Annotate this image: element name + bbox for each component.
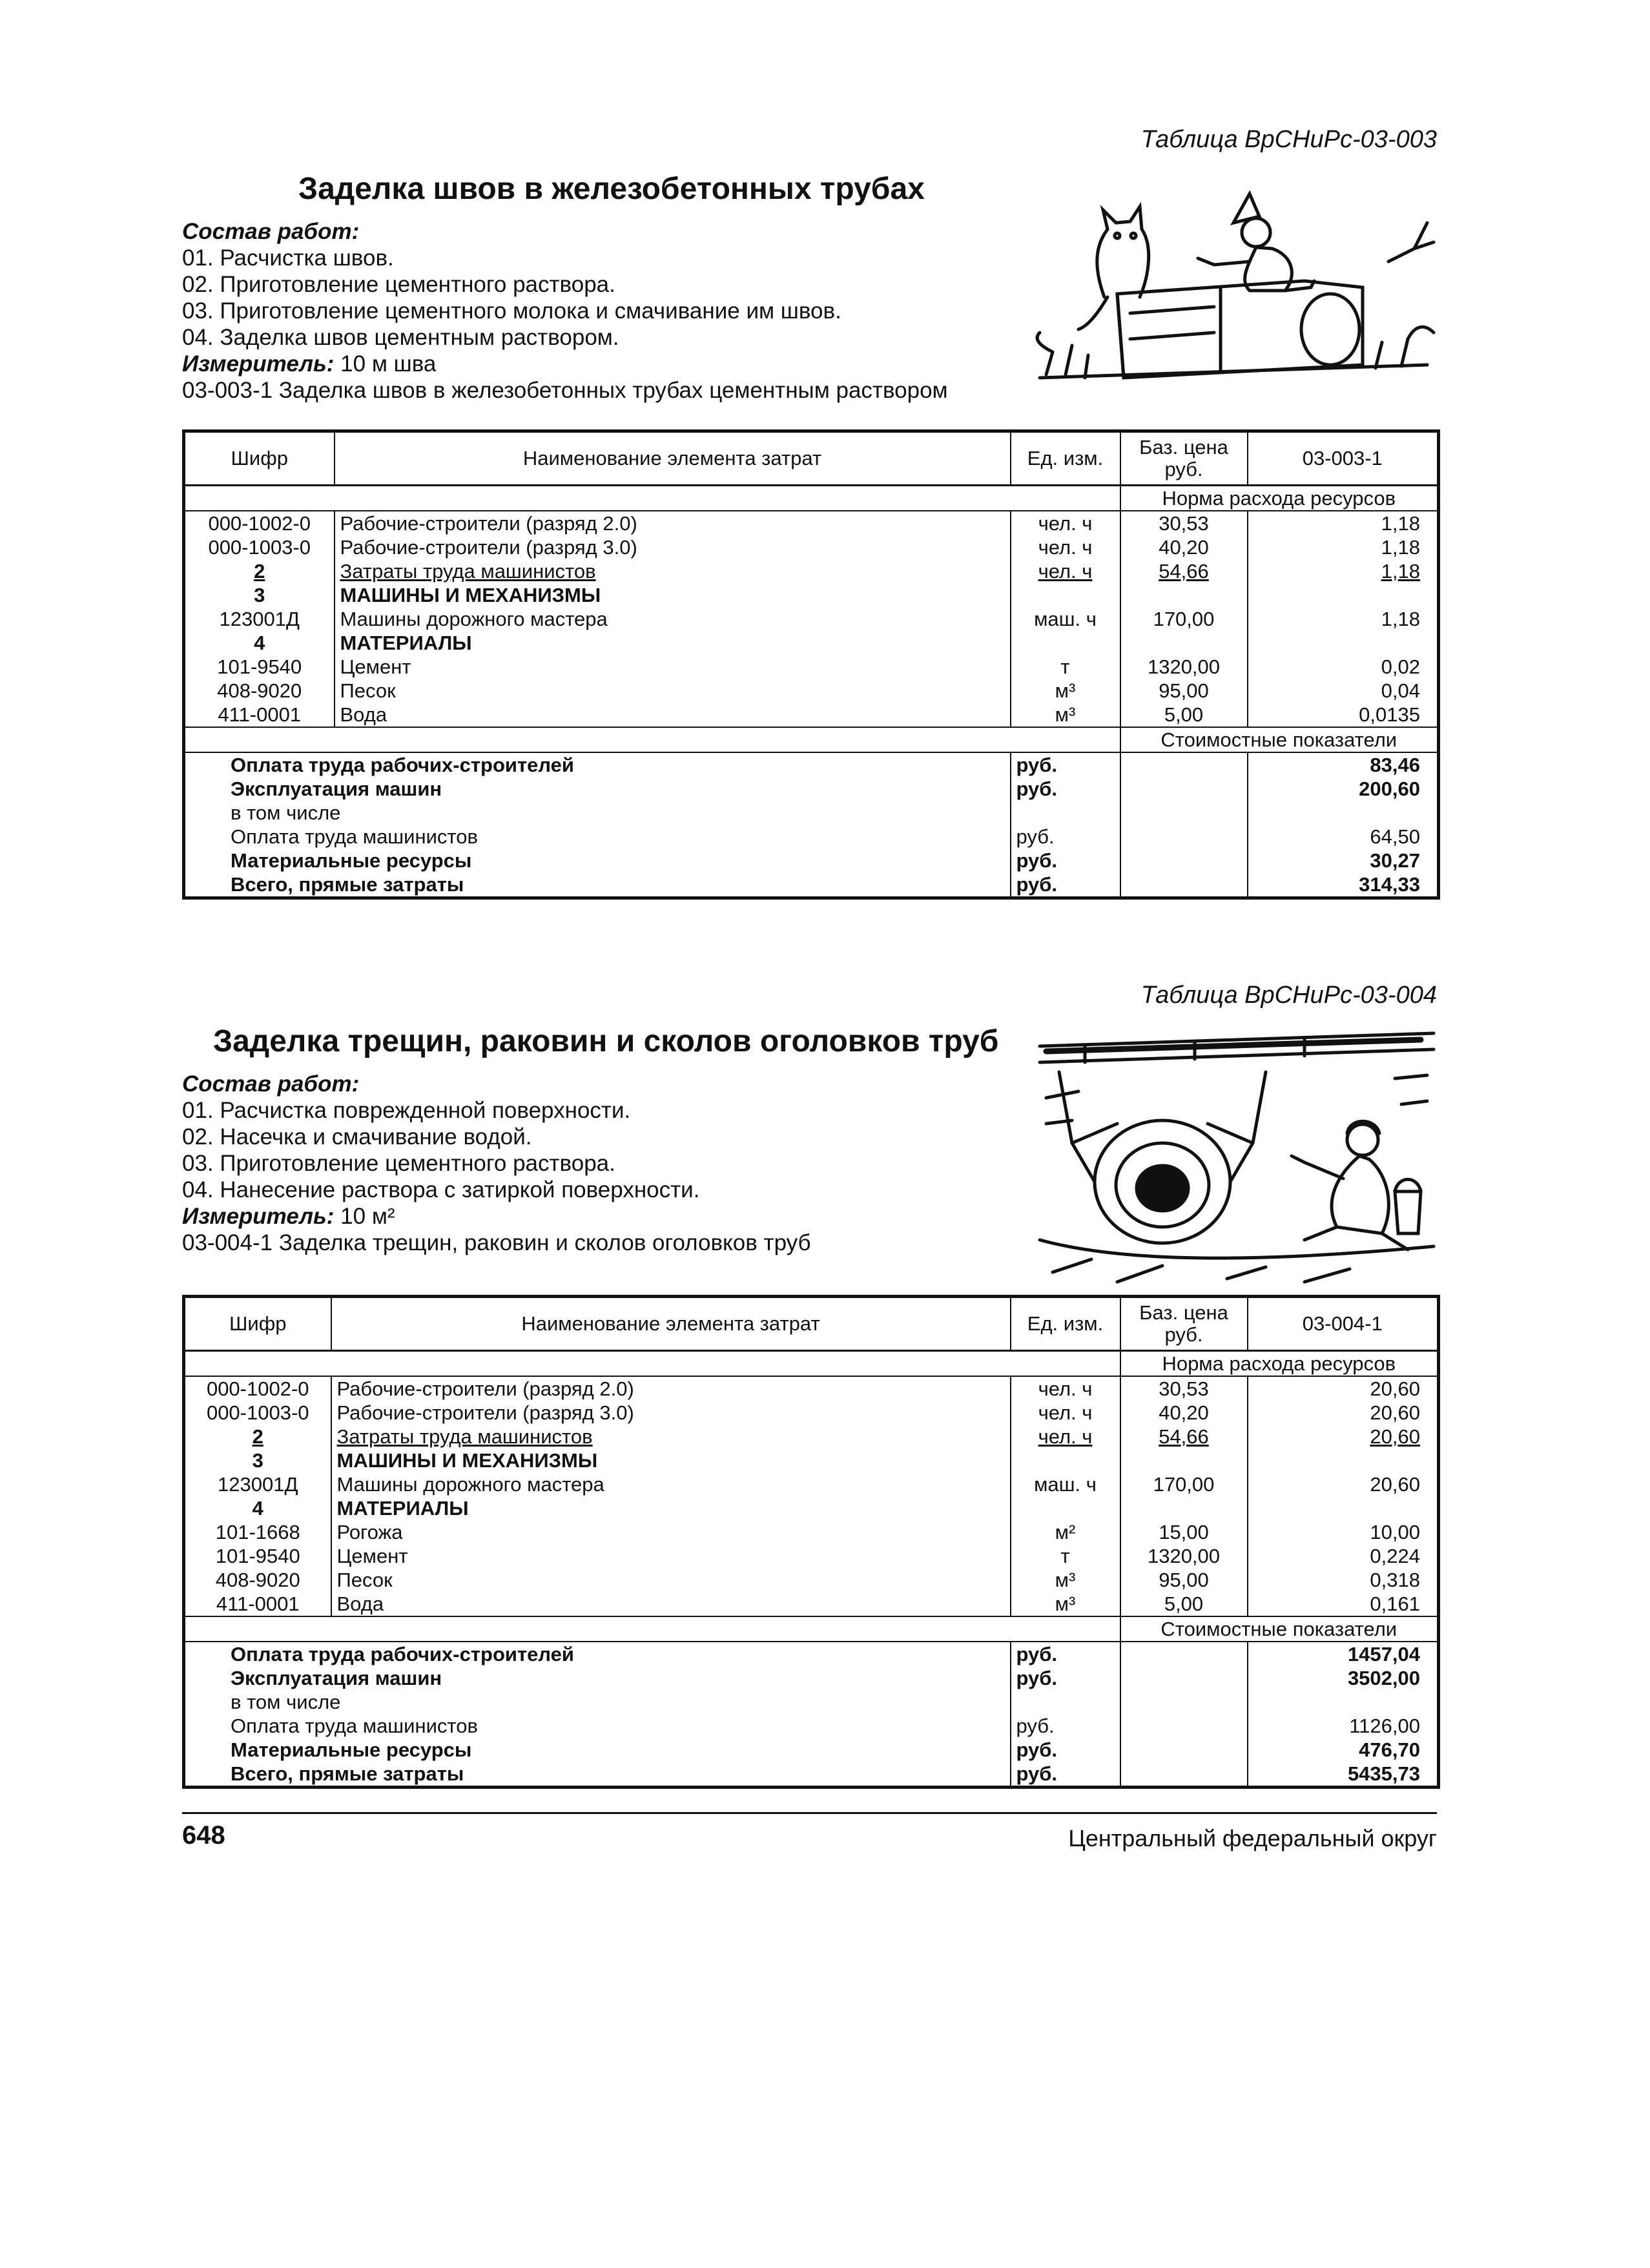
row-code: 101-9540 <box>184 655 335 679</box>
row-unit: м³ <box>1011 1568 1120 1592</box>
table-row <box>184 1496 1439 1520</box>
row-value <box>1248 583 1439 607</box>
header-name: Наименование элемента затрат <box>335 431 1011 486</box>
table-row <box>184 535 1439 559</box>
cost-unit: руб. <box>1011 1666 1120 1690</box>
cost-row <box>184 801 1439 825</box>
cost-value: 3502,00 <box>1248 1666 1439 1690</box>
row-unit: т <box>1011 655 1120 679</box>
table-header-row <box>184 431 1439 486</box>
table-row <box>184 1376 1439 1401</box>
table-row <box>184 607 1439 631</box>
row-price: 170,00 <box>1120 607 1248 631</box>
page-number: 648 <box>182 1821 225 1850</box>
cost-row <box>184 1762 1439 1788</box>
row-code: 000-1002-0 <box>184 511 335 535</box>
cost-row <box>184 752 1439 777</box>
row-code: 000-1002-0 <box>184 1376 331 1401</box>
header-unit: Ед. изм. <box>1011 1297 1120 1351</box>
row-name: МАШИНЫ И МЕХАНИЗМЫ <box>335 583 1011 607</box>
row-unit: м³ <box>1011 703 1120 727</box>
work-item: 01. Расчистка поврежденной поверхности. <box>182 1098 631 1123</box>
workers-sealing-pipe-illustration <box>1027 184 1440 404</box>
row-unit: м³ <box>1011 1592 1120 1616</box>
row-price: 5,00 <box>1120 1592 1248 1616</box>
row-name: Песок <box>335 679 1011 703</box>
row-name: Вода <box>335 703 1011 727</box>
cost-name: в том числе <box>184 801 1011 825</box>
row-price <box>1120 583 1248 607</box>
row-unit: чел. ч <box>1011 559 1120 583</box>
work-label: Состав работ: <box>182 1071 360 1097</box>
row-code: 101-1668 <box>184 1520 331 1544</box>
cost-name: Оплата труда рабочих-строителей <box>184 1642 1011 1666</box>
row-value: 20,60 <box>1248 1401 1439 1425</box>
row-price: 1320,00 <box>1120 655 1248 679</box>
work-label: Состав работ: <box>182 219 360 244</box>
cost-row <box>184 777 1439 801</box>
cost-value: 64,50 <box>1248 825 1439 849</box>
cost-name: Эксплуатация машин <box>184 777 1011 801</box>
cost-row <box>184 1666 1439 1690</box>
cost-value <box>1248 1690 1439 1714</box>
norm-caption: Норма расхода ресурсов <box>1120 486 1439 511</box>
table-row <box>184 655 1439 679</box>
cost-unit: руб. <box>1011 825 1120 849</box>
header-code: Шифр <box>184 1297 331 1351</box>
row-name: Песок <box>331 1568 1011 1592</box>
row-unit <box>1011 583 1120 607</box>
table-row <box>184 1401 1439 1425</box>
header-unit: Ед. изм. <box>1011 431 1120 486</box>
row-price: 170,00 <box>1120 1472 1248 1496</box>
header-norm-code: 03-004-1 <box>1248 1297 1439 1351</box>
row-code: 411-0001 <box>184 1592 331 1616</box>
work-item: 02. Насечка и смачивание водой. <box>182 1124 532 1149</box>
cost-value: 476,70 <box>1248 1738 1439 1762</box>
row-value: 10,00 <box>1248 1520 1439 1544</box>
meter-line <box>182 351 948 377</box>
cost-name: Всего, прямые затраты <box>184 1762 1011 1788</box>
row-code: 4 <box>184 631 335 655</box>
row-name: Вода <box>331 1592 1011 1616</box>
cost-caption: Стоимостные показатели <box>1120 727 1439 752</box>
table-row <box>184 1448 1439 1472</box>
row-name: Рабочие-строители (разряд 2.0) <box>335 511 1011 535</box>
row-code: 000-1003-0 <box>184 1401 331 1425</box>
row-value: 0,224 <box>1248 1544 1439 1568</box>
cost-value: 314,33 <box>1248 872 1439 898</box>
row-value: 1,18 <box>1248 511 1439 535</box>
header-price: Баз. цена руб. <box>1120 1297 1248 1351</box>
row-name: Рабочие-строители (разряд 2.0) <box>331 1376 1011 1401</box>
row-name: МАТЕРИАЛЫ <box>331 1496 1011 1520</box>
cost-unit: руб. <box>1011 1714 1120 1738</box>
cost-unit: руб. <box>1011 752 1120 777</box>
row-name: Затраты труда машинистов <box>331 1425 1011 1448</box>
row-price: 30,53 <box>1120 511 1248 535</box>
cost-caption: Стоимостные показатели <box>1120 1616 1439 1642</box>
cost-name: Оплата труда рабочих-строителей <box>184 752 1011 777</box>
footer-region: Центральный федеральный округ <box>1068 1825 1437 1851</box>
row-unit: чел. ч <box>1011 1425 1120 1448</box>
row-value: 1,18 <box>1248 607 1439 631</box>
row-code: 000-1003-0 <box>184 535 335 559</box>
meter-line <box>182 1203 811 1230</box>
cost-value: 5435,73 <box>1248 1762 1439 1788</box>
cost-unit: руб. <box>1011 1762 1120 1788</box>
cost-value <box>1248 801 1439 825</box>
cost-caption-row <box>184 1616 1439 1642</box>
row-price: 1320,00 <box>1120 1544 1248 1568</box>
row-name: Рогожа <box>331 1520 1011 1544</box>
cost-row <box>184 1714 1439 1738</box>
table-row <box>184 1544 1439 1568</box>
row-value: 0,0135 <box>1248 703 1439 727</box>
header-name: Наименование элемента затрат <box>331 1297 1011 1351</box>
header-code: Шифр <box>184 431 335 486</box>
row-unit <box>1011 1448 1120 1472</box>
code-line: 03-003-1 Заделка швов в железобетонных трубах цементным раствором <box>182 378 948 403</box>
cost-value: 1126,00 <box>1248 1714 1439 1738</box>
footer-rule <box>182 1812 1437 1814</box>
work-item: 04. Заделка швов цементным раствором. <box>182 325 619 350</box>
row-code: 411-0001 <box>184 703 335 727</box>
row-name: Машины дорожного мастера <box>331 1472 1011 1496</box>
row-unit: маш. ч <box>1011 1472 1120 1496</box>
work-item: 04. Нанесение раствора с затиркой поверхности. <box>182 1177 700 1202</box>
norm-caption-row <box>184 1351 1439 1377</box>
row-name: МАТЕРИАЛЫ <box>335 631 1011 655</box>
cost-caption-row <box>184 727 1439 752</box>
work-item: 03. Приготовление цементного раствора. <box>182 1151 615 1176</box>
row-name: Рабочие-строители (разряд 3.0) <box>331 1401 1011 1425</box>
row-code: 3 <box>184 1448 331 1472</box>
cost-value: 200,60 <box>1248 777 1439 801</box>
cost-name: Оплата труда машинистов <box>184 825 1011 849</box>
row-name: Машины дорожного мастера <box>335 607 1011 631</box>
cost-unit: руб. <box>1011 1642 1120 1666</box>
row-unit: чел. ч <box>1011 511 1120 535</box>
row-code: 123001Д <box>184 607 335 631</box>
cost-value: 30,27 <box>1248 849 1439 872</box>
row-price: 40,20 <box>1120 535 1248 559</box>
table-row <box>184 583 1439 607</box>
row-unit: т <box>1011 1544 1120 1568</box>
row-value: 0,161 <box>1248 1592 1439 1616</box>
row-name: МАШИНЫ И МЕХАНИЗМЫ <box>331 1448 1011 1472</box>
row-unit: маш. ч <box>1011 607 1120 631</box>
row-unit: чел. ч <box>1011 1376 1120 1401</box>
table-header-row <box>184 1297 1439 1351</box>
cost-row <box>184 1738 1439 1762</box>
norm-caption-row <box>184 486 1439 511</box>
row-name: Затраты труда машинистов <box>335 559 1011 583</box>
row-value: 1,18 <box>1248 535 1439 559</box>
cost-name: Эксплуатация машин <box>184 1666 1011 1690</box>
row-code: 3 <box>184 583 335 607</box>
row-value: 0,04 <box>1248 679 1439 703</box>
row-code: 408-9020 <box>184 1568 331 1592</box>
table-row <box>184 1568 1439 1592</box>
cost-unit: руб. <box>1011 849 1120 872</box>
cost-name: Всего, прямые затраты <box>184 872 1011 898</box>
row-price <box>1120 1448 1248 1472</box>
cost-row <box>184 825 1439 849</box>
meter-value: 10 м шва <box>334 351 437 376</box>
table-row <box>184 1592 1439 1616</box>
norms-table-2 <box>182 1295 1440 1789</box>
cost-name: Материальные ресурсы <box>184 1738 1011 1762</box>
header-norm-code: 03-003-1 <box>1248 431 1439 486</box>
cost-unit: руб. <box>1011 872 1120 898</box>
row-price: 40,20 <box>1120 1401 1248 1425</box>
row-code: 408-9020 <box>184 679 335 703</box>
header-price: Баз. цена руб. <box>1120 431 1248 486</box>
row-unit <box>1011 631 1120 655</box>
row-unit: м² <box>1011 1520 1120 1544</box>
row-price: 5,00 <box>1120 703 1248 727</box>
row-price: 54,66 <box>1120 559 1248 583</box>
cost-unit <box>1011 801 1120 825</box>
table-row <box>184 1520 1439 1544</box>
table-row <box>184 631 1439 655</box>
cost-name: Материальные ресурсы <box>184 849 1011 872</box>
row-code: 2 <box>184 559 335 583</box>
row-price: 54,66 <box>1120 1425 1248 1448</box>
row-value: 1,18 <box>1248 559 1439 583</box>
row-value <box>1248 1448 1439 1472</box>
work-item: 02. Приготовление цементного раствора. <box>182 272 615 297</box>
row-unit <box>1011 1496 1120 1520</box>
row-code: 4 <box>184 1496 331 1520</box>
row-value <box>1248 1496 1439 1520</box>
row-value: 20,60 <box>1248 1425 1439 1448</box>
work-item: 03. Приготовление цементного молока и смачивание им швов. <box>182 298 841 324</box>
row-code: 101-9540 <box>184 1544 331 1568</box>
section-title-2: Заделка трещин, раковин и сколов оголовков труб <box>213 1024 999 1058</box>
row-name: Рабочие-строители (разряд 3.0) <box>335 535 1011 559</box>
row-unit: чел. ч <box>1011 535 1120 559</box>
row-name: Цемент <box>335 655 1011 679</box>
cost-value: 1457,04 <box>1248 1642 1439 1666</box>
row-price: 30,53 <box>1120 1376 1248 1401</box>
meter-value: 10 м² <box>334 1204 395 1229</box>
cost-row <box>184 1642 1439 1666</box>
meter-label: Измеритель: <box>182 1204 335 1229</box>
cost-unit: руб. <box>1011 777 1120 801</box>
row-code: 123001Д <box>184 1472 331 1496</box>
row-value: 20,60 <box>1248 1376 1439 1401</box>
meter-label: Измеритель: <box>182 351 335 376</box>
cost-name: Оплата труда машинистов <box>184 1714 1011 1738</box>
work-composition-1 <box>182 218 948 404</box>
row-price <box>1120 1496 1248 1520</box>
section-title-1: Заделка швов в железобетонных трубах <box>298 172 925 206</box>
cost-row <box>184 872 1439 898</box>
cost-name: в том числе <box>184 1690 1011 1714</box>
row-name: Цемент <box>331 1544 1011 1568</box>
row-price <box>1120 631 1248 655</box>
row-price: 95,00 <box>1120 1568 1248 1592</box>
cost-row <box>184 1690 1439 1714</box>
norm-caption: Норма расхода ресурсов <box>1120 1351 1439 1377</box>
work-composition-2 <box>182 1071 811 1256</box>
cost-unit: руб. <box>1011 1738 1120 1762</box>
row-price: 15,00 <box>1120 1520 1248 1544</box>
row-value: 20,60 <box>1248 1472 1439 1496</box>
work-item: 01. Расчистка швов. <box>182 245 394 271</box>
table-row <box>184 703 1439 727</box>
table-reference-2: Таблица ВрСНиРс-03-004 <box>1140 982 1437 1009</box>
row-value <box>1248 631 1439 655</box>
row-unit: чел. ч <box>1011 1401 1120 1425</box>
row-price: 95,00 <box>1120 679 1248 703</box>
table-row <box>184 511 1439 535</box>
norms-table-1 <box>182 429 1440 900</box>
row-value: 0,02 <box>1248 655 1439 679</box>
cost-value: 83,46 <box>1248 752 1439 777</box>
cost-unit <box>1011 1690 1120 1714</box>
cost-row <box>184 849 1439 872</box>
row-code: 2 <box>184 1425 331 1448</box>
table-row <box>184 1472 1439 1496</box>
table-row <box>184 1425 1439 1448</box>
table-row <box>184 559 1439 583</box>
worker-repairing-pipe-head-illustration <box>1033 1027 1440 1292</box>
table-row <box>184 679 1439 703</box>
table-reference-1: Таблица ВрСНиРс-03-003 <box>1140 126 1437 153</box>
code-line: 03-004-1 Заделка трещин, раковин и сколов оголовков труб <box>182 1230 811 1255</box>
row-value: 0,318 <box>1248 1568 1439 1592</box>
row-unit: м³ <box>1011 679 1120 703</box>
